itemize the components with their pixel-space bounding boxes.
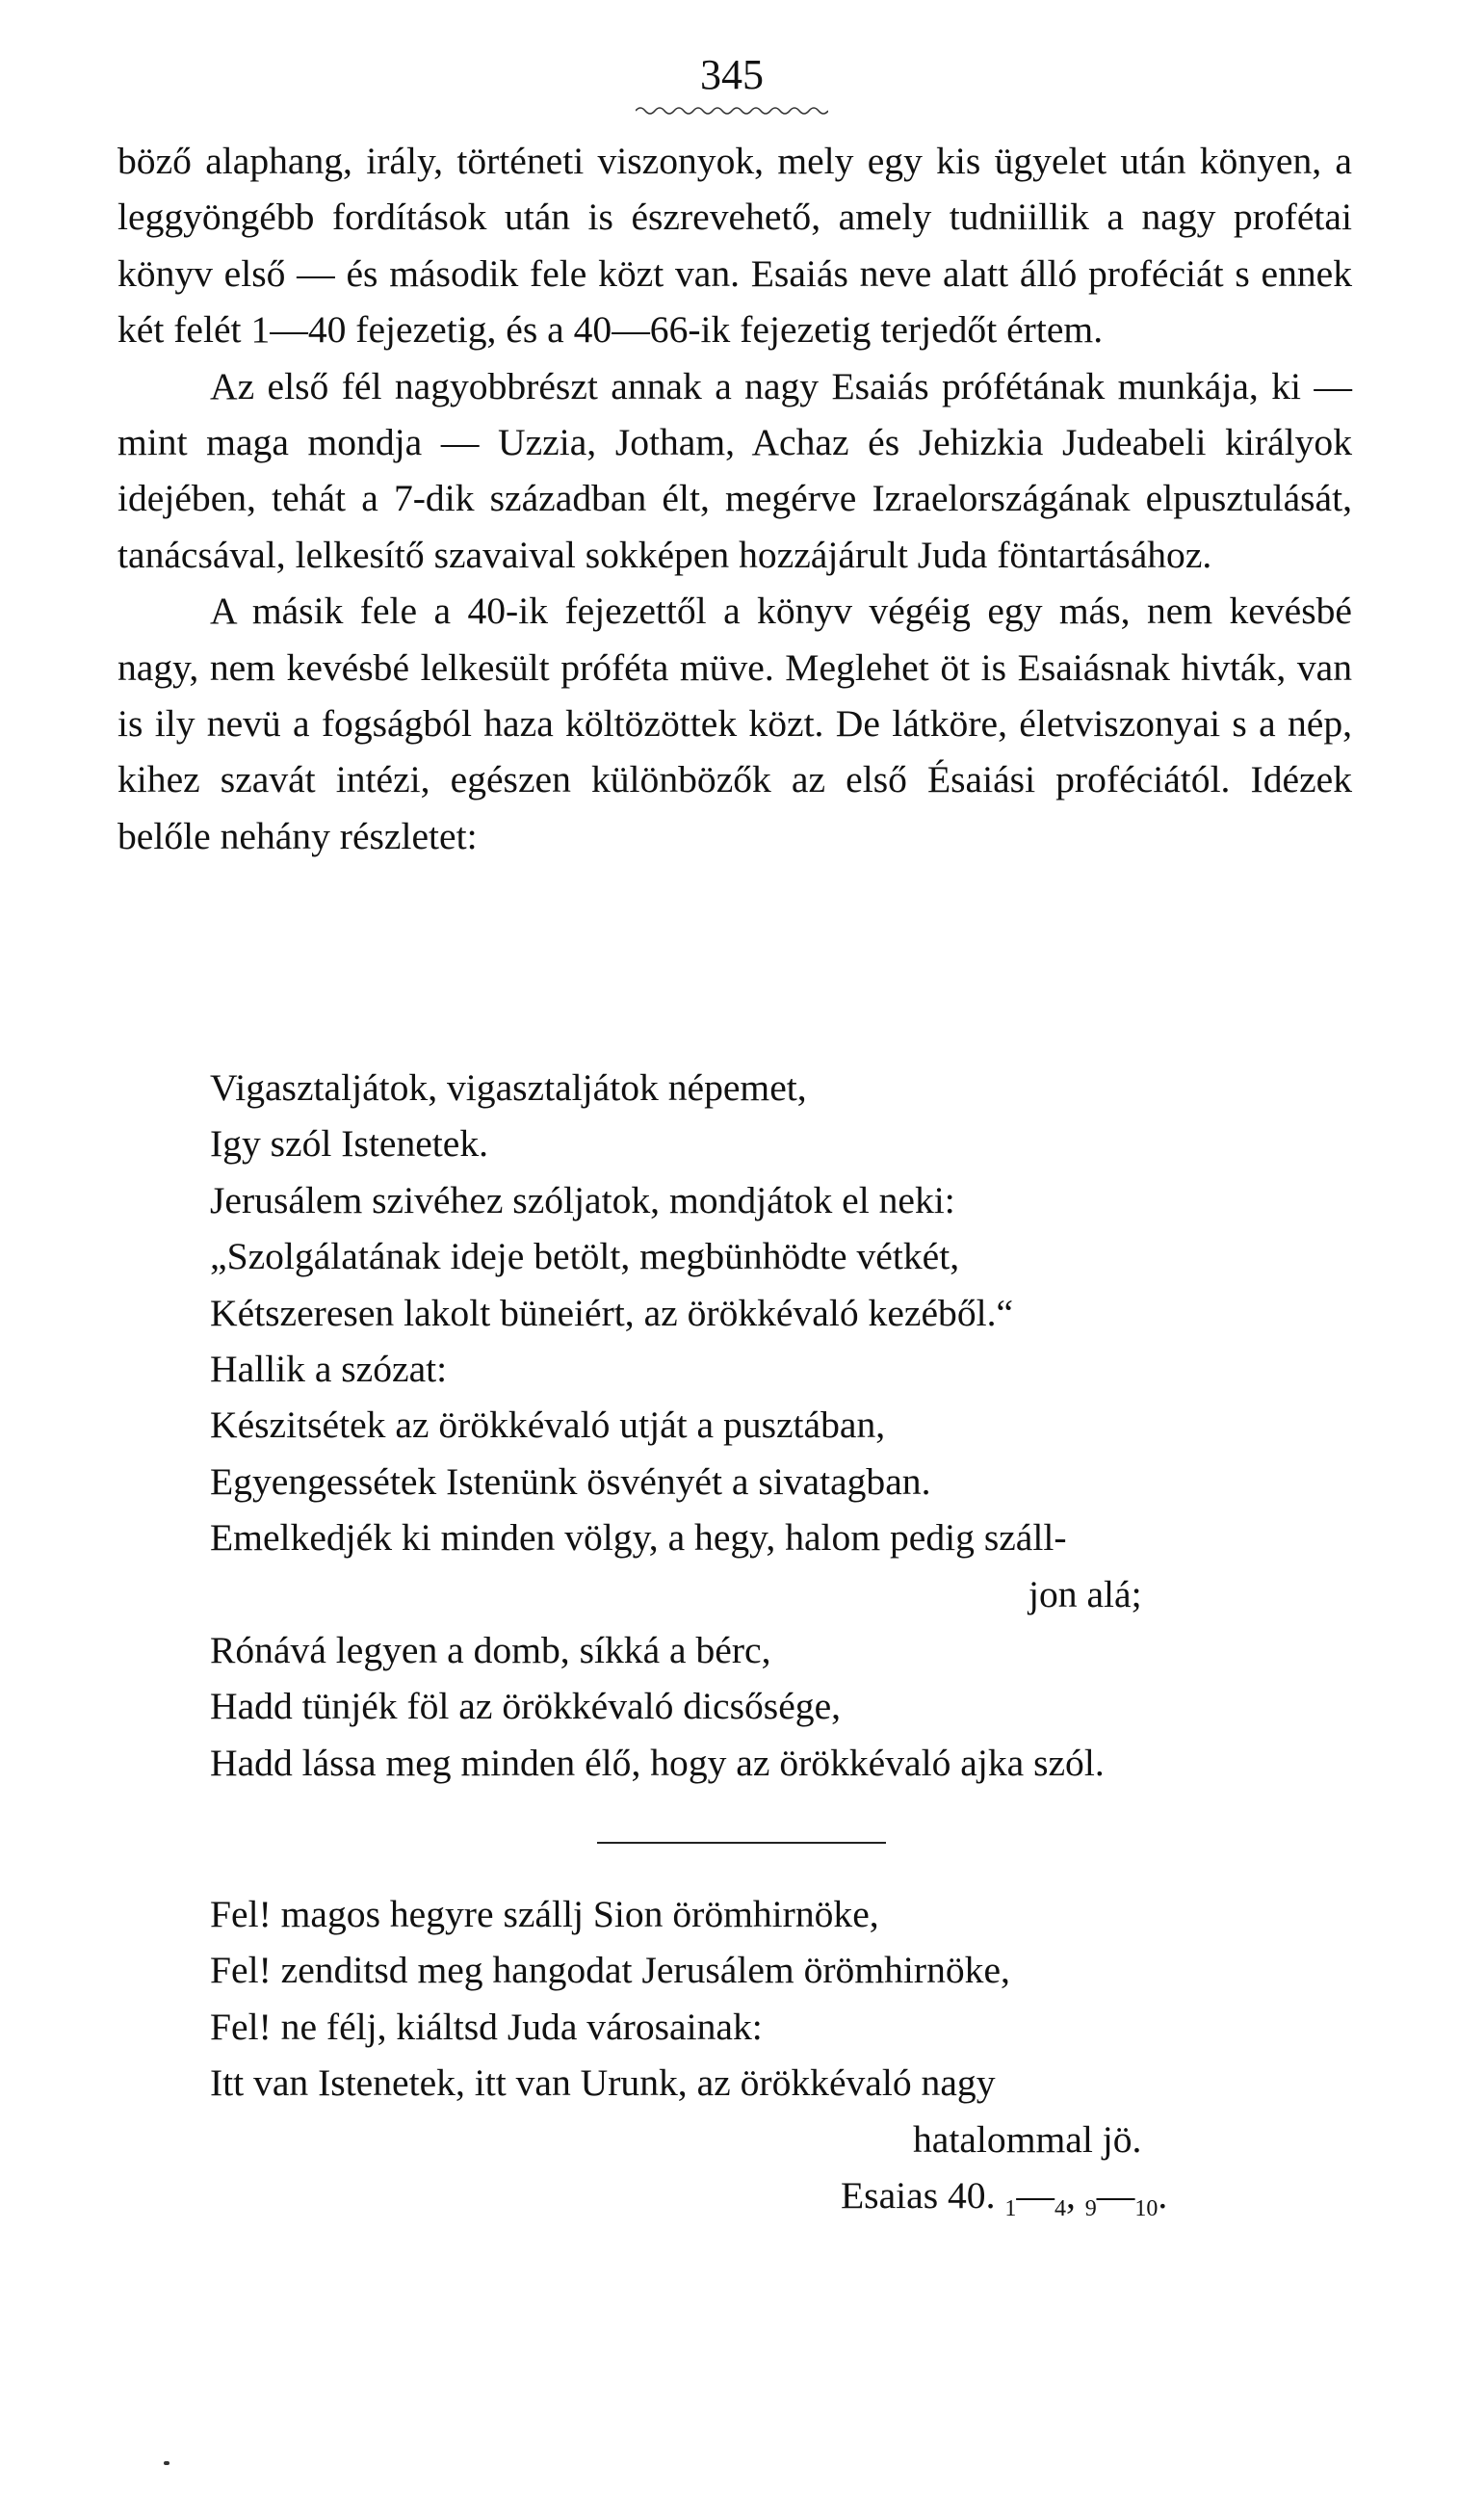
scripture-citation: [841, 2167, 1361, 2237]
section-divider: [597, 1842, 886, 1844]
verse-line: Rónává legyen a domb, síkká a bérc,: [210, 1629, 771, 1672]
verse-line: Hadd lássa meg minden élő, hogy az örökkévaló ajka szól.: [210, 1741, 1105, 1784]
paragraph: Az első fél nagyobbrészt annak a nagy Esaiás prófétának munkája, ki — mint maga mondja — Uzzia, Jotham, Achaz és Jehizkia Judeabeli királyok idejében, tehát a 7-dik században élt, megérve Izraelországának elpusztulását, tanácsával, lelkesítő szavaival sokképen hozzájárult Juda föntartásához.: [117, 364, 1352, 576]
poem-stanza-1: [210, 1060, 1366, 1791]
verse-line: Jerusálem szivéhez szóljatok, mondjátok el neki:: [210, 1178, 955, 1221]
citation-verse: 4: [1054, 2196, 1066, 2221]
verse-line: Emelkedjék ki minden völgy, a hegy, halom pedig száll-: [210, 1516, 1067, 1560]
verse-line-continuation: jon alá;: [1028, 1572, 1142, 1615]
verse-line: Hallik a szózat:: [210, 1348, 448, 1391]
verse-line: Igy szól Istenetek.: [210, 1122, 489, 1166]
ornament-squiggle: [636, 104, 828, 118]
citation-dash: —: [1016, 2174, 1054, 2217]
page-number: 345: [700, 51, 764, 98]
verse-line: Fel! magos hegyre szállj Sion örömhirnöke,: [210, 1893, 879, 1935]
paragraph: böző alaphang, irály, történeti viszonyok, mely egy kis ügyelet után könyen, a leggyöngébb fordítások után is észrevehető, amely tudniillik a nagy profétai könyv első — és második fele közt van. Esaiás neve alatt álló proféciát s ennek két felét 1—40 fejezetig, és a 40—66-ik fejezetig terjedőt értem.: [117, 140, 1352, 352]
verse-line: Készitsétek az örökkévaló utját a pusztában,: [210, 1404, 886, 1447]
verse-line: Egyengessétek Istenünk ösvényét a sivatagban.: [210, 1459, 931, 1503]
prose-body: [117, 133, 1352, 864]
verse-line: Hadd tünjék föl az örökkévaló dicsősége,: [210, 1685, 842, 1728]
citation-verse: 1: [1004, 2196, 1017, 2221]
citation-verse: 10: [1134, 2196, 1159, 2221]
citation-separator: ,: [1065, 2174, 1085, 2217]
verse-line: „Szolgálatának ideje betölt, megbünhödte vétkét,: [210, 1235, 960, 1278]
verse-line-continuation: hatalommal jö.: [913, 2117, 1142, 2161]
verse-line: Fel! ne félj, kiáltsd Juda városainak:: [210, 2005, 763, 2048]
verse-line: Kétszeresen lakolt büneiért, az örökkévaló kezéből.“: [210, 1291, 1014, 1334]
verse-line: Itt van Istenetek, itt van Urunk, az örökkévaló nagy: [210, 2061, 996, 2105]
print-speck: [164, 2461, 169, 2465]
poem-stanza-2: [210, 1886, 1366, 2167]
verse-line: Fel! zenditsd meg hangodat Jerusálem örömhirnöke,: [210, 1949, 1010, 1992]
verse-line: Vigasztaljátok, vigasztaljátok népemet,: [210, 1066, 807, 1109]
paragraph: A másik fele a 40-ik fejezettől a könyv végéig egy más, nem kevésbé nagy, nem kevésbé lelkesült próféta müve. Meglehet öt is Esaiásnak hivták, van is ily nevü a fogságból haza költözöttek közt. De látköre, életviszonyai s a nép, kihez szavát intézi, egészen különbözők az első Ésaiási proféciától. Idézek belőle nehány részletet:: [117, 590, 1352, 857]
citation-end: .: [1158, 2174, 1168, 2217]
citation-dash: —: [1096, 2174, 1135, 2217]
citation-verse: 9: [1084, 2196, 1097, 2221]
citation-book: Esaias 40.: [841, 2174, 996, 2217]
